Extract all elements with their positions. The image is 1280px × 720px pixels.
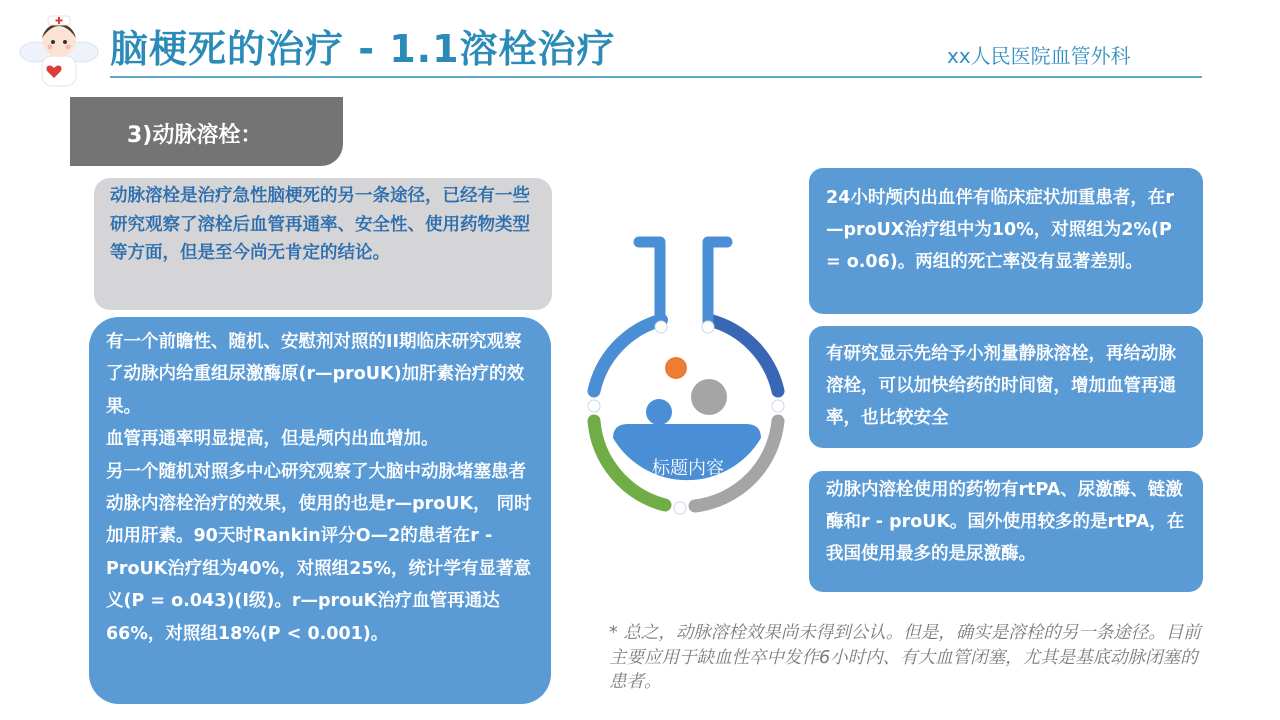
drugs-text-box: 动脉内溶栓使用的药物有rtPA、尿激酶、链激酶和r - proUK。国外使用较多的是rtPA，在我国使用最多的是尿激酶。 (809, 471, 1203, 592)
nurse-mascot-icon (18, 10, 100, 92)
trial-paragraph: 有一个前瞻性、随机、安慰剂对照的II期临床研究观察了动脉内给重组尿激酶原(r—proUK)加肝素治疗的效果。 (106, 332, 525, 417)
flask-label: 标题内容 (652, 458, 724, 479)
trial-paragraph: 另一个随机对照多中心研究观察了大脑中动脉堵塞患者动脉内溶栓治疗的效果，使用的也是r—proUK， 同时加用肝素。90天时Rankin评分O—2的患者在r - ProUK治疗组为40%，对照组25%，统计学有显著意义(P = o.043)(I级)。r—prouK治疗血管再通达66%，对照组18%(P < 0.001)。 (106, 461, 532, 644)
intro-text-box: 动脉溶栓是治疗急性脑梗死的另一条途径，已经有一些研究观察了溶栓后血管再通率、安全性、使用药物类型等方面，但是至今尚无肯定的结论。 (94, 178, 552, 310)
hemorrhage-text-box: 24小时颅内出血伴有临床症状加重患者，在r—proUX治疗组中为10%，对照组为2%(P = o.06)。两组的死亡率没有显著差别。 (809, 168, 1203, 314)
section-tab: 3)动脉溶栓： (70, 97, 343, 166)
trial-paragraph: 血管再通率明显提高，但是颅内出血增加。 (106, 429, 439, 450)
page-title: 脑梗死的治疗 - 1.1溶栓治疗 (110, 27, 616, 71)
trial-text-box (89, 317, 551, 704)
title-divider (110, 76, 1202, 78)
iv-thrombolysis-text-box: 有研究显示先给予小剂量静脉溶栓，再给动脉溶栓，可以加快给药的时间窗，增加血管再通率，也比较安全 (809, 326, 1203, 448)
summary-note: * 总之，动脉溶栓效果尚未得到公认。但是，确实是溶栓的另一条途径。目前主要应用于缺血性卒中发作6小时内、有大血管闭塞，尤其是基底动脉闭塞的患者。 (609, 623, 1201, 692)
organization-name: xx人民医院血管外科 (947, 44, 1131, 68)
